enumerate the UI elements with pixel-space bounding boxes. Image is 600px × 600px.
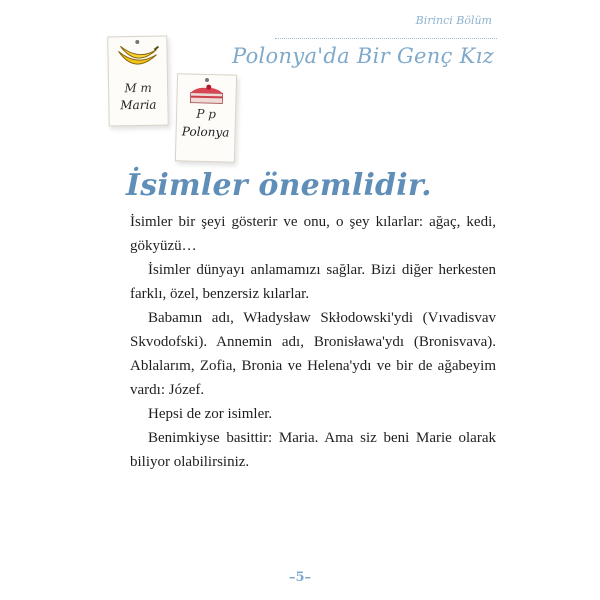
paragraph: Benimkiyse basittir: Maria. Ama siz beni Marie olarak biliyor olabilirsiniz.	[130, 430, 496, 470]
alphabet-card-maria	[107, 35, 169, 126]
card-letters: M m	[124, 80, 152, 96]
paragraph: Babamın adı, Władysław Skłodowski'ydi (Vıvadisvav Skvodofski). Annemin adı, Bronisława'ydı (Bronisvava). Ablalarım, Zofia, Bronia ve Helena'ydı ve bir de ağabeyim vardı: Józef.	[130, 310, 496, 398]
chapter-title: Polonya'da Bir Genç Kız	[232, 44, 494, 68]
pin-icon	[205, 78, 209, 82]
header-divider	[275, 38, 497, 39]
paragraph: İsimler bir şeyi gösterir ve onu, o şey kılarlar: ağaç, kedi, gökyüzü…	[130, 214, 496, 254]
card-letters: P p	[196, 106, 217, 122]
chapter-label: Birinci Bölüm	[415, 14, 492, 27]
paragraph: İsimler dünyayı anlamamızı sağlar. Bizi diğer herkesten farklı, özel, benzersiz kılarlar.	[130, 262, 496, 302]
card-word: Maria	[120, 97, 157, 113]
body-text	[130, 210, 496, 474]
paragraph: Hepsi de zor isimler.	[148, 406, 273, 422]
cake-icon	[186, 82, 227, 107]
banana-icon	[114, 41, 161, 80]
alphabet-card-polonya	[175, 73, 237, 163]
page-headline: İsimler önemlidir.	[126, 168, 432, 203]
card-word: Polonya	[181, 124, 230, 140]
page-number: –5–	[288, 570, 312, 585]
